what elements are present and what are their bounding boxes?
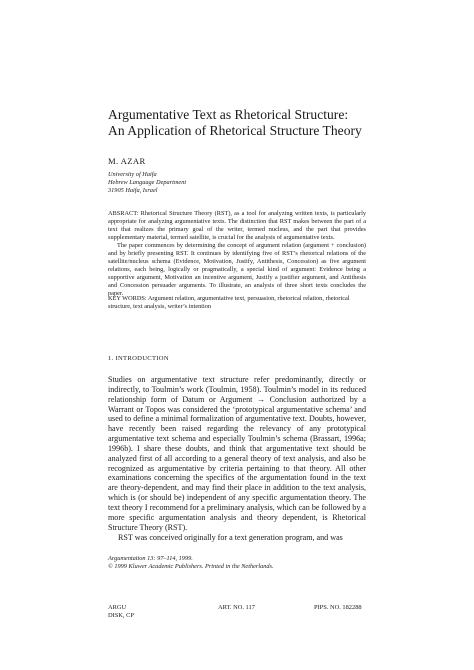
- journal-citation: [108, 555, 274, 571]
- section-heading: 1. INTRODUCTION: [108, 355, 169, 362]
- paper-title: [108, 107, 362, 139]
- abstract: [108, 210, 366, 297]
- body-paragraph-1: Studies on argumentative text structure refer predominantly, directly or indirectly, to Toulmin’s work (Toulmin, 1958). Toulmin’s model in its reduced relationship form of Datum or Argument → Conclusion authorized by a Warrant or Topos was considered the ‘prototypical argumentative schema’ and used to define a minimal formalization of argumentative text. Doubts, however, have recently been raised regarding the relevancy of any prototypical argumentative text schema and especially Toulmin’s schema (Brassart, 1996a; 1996b). I share these doubts, and think that argumentative text should be analyzed first of all according to a general theory of text analysis, and also be recognized as argumentative by criteria pertaining to that theory. All other examinations concerning the specifics of the argumentation found in the text are theory-dependent, and may find their place in addition to the text analysis, which is (or should be) independent of any specific argumentation theory. The text theory I recommend for a preliminary analysis, which can be followed by a more specific argumentation analysis and theory dependent, is Rhetorical Structure Theory (RST).: [108, 375, 367, 532]
- title-line-1: Argumentative Text as Rhetorical Structure:: [108, 107, 349, 122]
- footer-left: [108, 604, 134, 620]
- footer-journal-code: ARGU: [108, 604, 127, 611]
- journal-line-1: Argumentation 13: 97–114, 1999.: [108, 555, 193, 562]
- keywords: KEY WORDS: Argument relation, argumentative text, persuasion, rhetorical relation, rhetorical structure, text analysis, writer’s intention: [108, 295, 350, 310]
- footer-article-number: ART. NO. 117: [218, 604, 255, 611]
- abstract-paragraph-2: The paper commences by determining the concept of argument relation (argument + conclusion) and by briefly presenting RST. It continues by identifying five of RST’s rhetorical relations of the satellite/nucleus schema (Evidence, Motivation, Justify, Antithesis, Concession) as five argument relations, each being, logically or pragmatically, a special kind of argument: Evidence being a supportive argument, Motivation an incentive argument, Justify a justifier argument, and Antithesis and Concession persuader arguments. To illustrate, an analysis of three short texts concludes the paper.: [108, 241, 366, 297]
- affiliation: [108, 171, 186, 195]
- affiliation-line-3: 31905 Haifa, Israel: [108, 186, 158, 194]
- author-name: M. AZAR: [108, 156, 146, 166]
- abstract-paragraph-1: ABSRACT: Rhetorical Structure Theory (RST), as a tool for analyzing written texts, is particularly appropriate for analyzing argumentative texts. The distinction that RST makes between the part of a text that realizes the primary goal of the writer, termed nucleus, and the part that provides supplementary material, termed satellite, is crucial for the analysis of argumentative texts.: [108, 210, 366, 241]
- title-line-2: An Application of Rhetorical Structure Theory: [108, 123, 362, 138]
- footer-disk-code: DISK, CP: [108, 612, 134, 619]
- footer-pips-number: PIPS. NO. 182288: [314, 604, 362, 611]
- affiliation-line-2: Hebrew Language Department: [108, 178, 187, 186]
- affiliation-line-1: University of Haifa: [108, 171, 157, 178]
- body-text: [108, 375, 366, 542]
- body-paragraph-2: RST was conceived originally for a text generation program, and was: [118, 532, 343, 542]
- journal-line-2: © 1999 Kluwer Academic Publishers. Printed in the Netherlands.: [108, 562, 274, 570]
